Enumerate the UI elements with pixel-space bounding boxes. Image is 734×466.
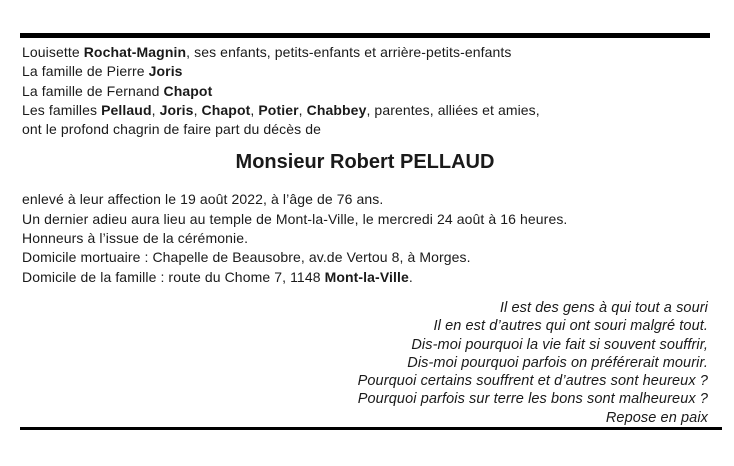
text-segment: Domicile mortuaire : Chapelle de Beausobre, av.de Vertou 8, à Morges. [22,249,471,266]
bottom-rule [20,427,722,430]
text-segment: , [151,101,160,118]
top-rule [20,33,710,38]
text-segment: Domicile de la famille : route du Chome 7, 1148 [22,268,325,285]
family-intro [22,43,708,139]
poem-line: Il est des gens à qui tout a souri [499,299,708,316]
detail-line-mortuary-address [22,248,708,267]
notice-content [22,43,708,427]
text-segment: enlevé à leur affection le 19 août 2022, à l’âge de 76 ans. [22,191,384,208]
text-segment: , [250,101,259,118]
ceremony-details [22,190,708,286]
family-line [22,82,708,101]
text-segment: ont le profond chagrin de faire part du décès de [22,121,321,138]
poem-line: Il en est d’autres qui ont souri malgré tout. [433,318,708,335]
text-segment: Honneurs à l’issue de la cérémonie. [22,230,249,247]
detail-line-ceremony [22,210,708,229]
text-segment: , parentes, alliées et amies, [366,101,540,118]
text-segment: Louisette [22,44,84,60]
family-surname: Chapot [163,82,213,99]
text-segment: Un dernier adieu aura lieu au temple de Mont-la-Ville, le mercredi 24 août à 16 heures. [22,210,568,227]
text-segment: La famille de Pierre [22,63,149,80]
family-line [22,101,708,120]
text-segment: La famille de Fernand [22,82,164,99]
announcement-line [22,120,708,139]
family-surname: Rochat-Magnin [83,44,187,60]
text-segment: . [408,268,413,285]
family-surname: Pellaud [101,101,152,118]
poem-line: Dis-moi pourquoi la vie fait si souvent souffrir, [411,336,708,353]
family-line [22,43,708,62]
text-segment: , [298,101,307,118]
place-name: Mont-la-Ville [324,268,409,285]
detail-line-honneurs [22,229,708,248]
family-surname: Potier [258,101,299,118]
poem-line: Dis-moi pourquoi parfois on préférerait mourir. [407,354,708,371]
family-surname: Chabbey [306,101,367,118]
deceased-name: Monsieur Robert PELLAUD [235,151,495,174]
text-segment: , [193,101,202,118]
poem-line: Pourquoi certains souffrent et d’autres sont heureux ? [357,373,708,390]
detail-line-family-address [22,268,708,287]
family-line [22,62,708,81]
text-segment: Les familles [22,101,102,118]
poem-line: Pourquoi parfois sur terre les bons sont malheureux ? [357,391,708,408]
family-surname: Joris [148,63,183,80]
text-segment: , ses enfants, petits-enfants et arrière-petits-enfants [186,44,512,60]
memorial-poem [22,299,708,427]
detail-line-death-date [22,190,708,209]
family-surname: Joris [159,101,194,118]
family-surname: Chapot [201,101,251,118]
poem-line: Repose en paix [605,409,708,426]
